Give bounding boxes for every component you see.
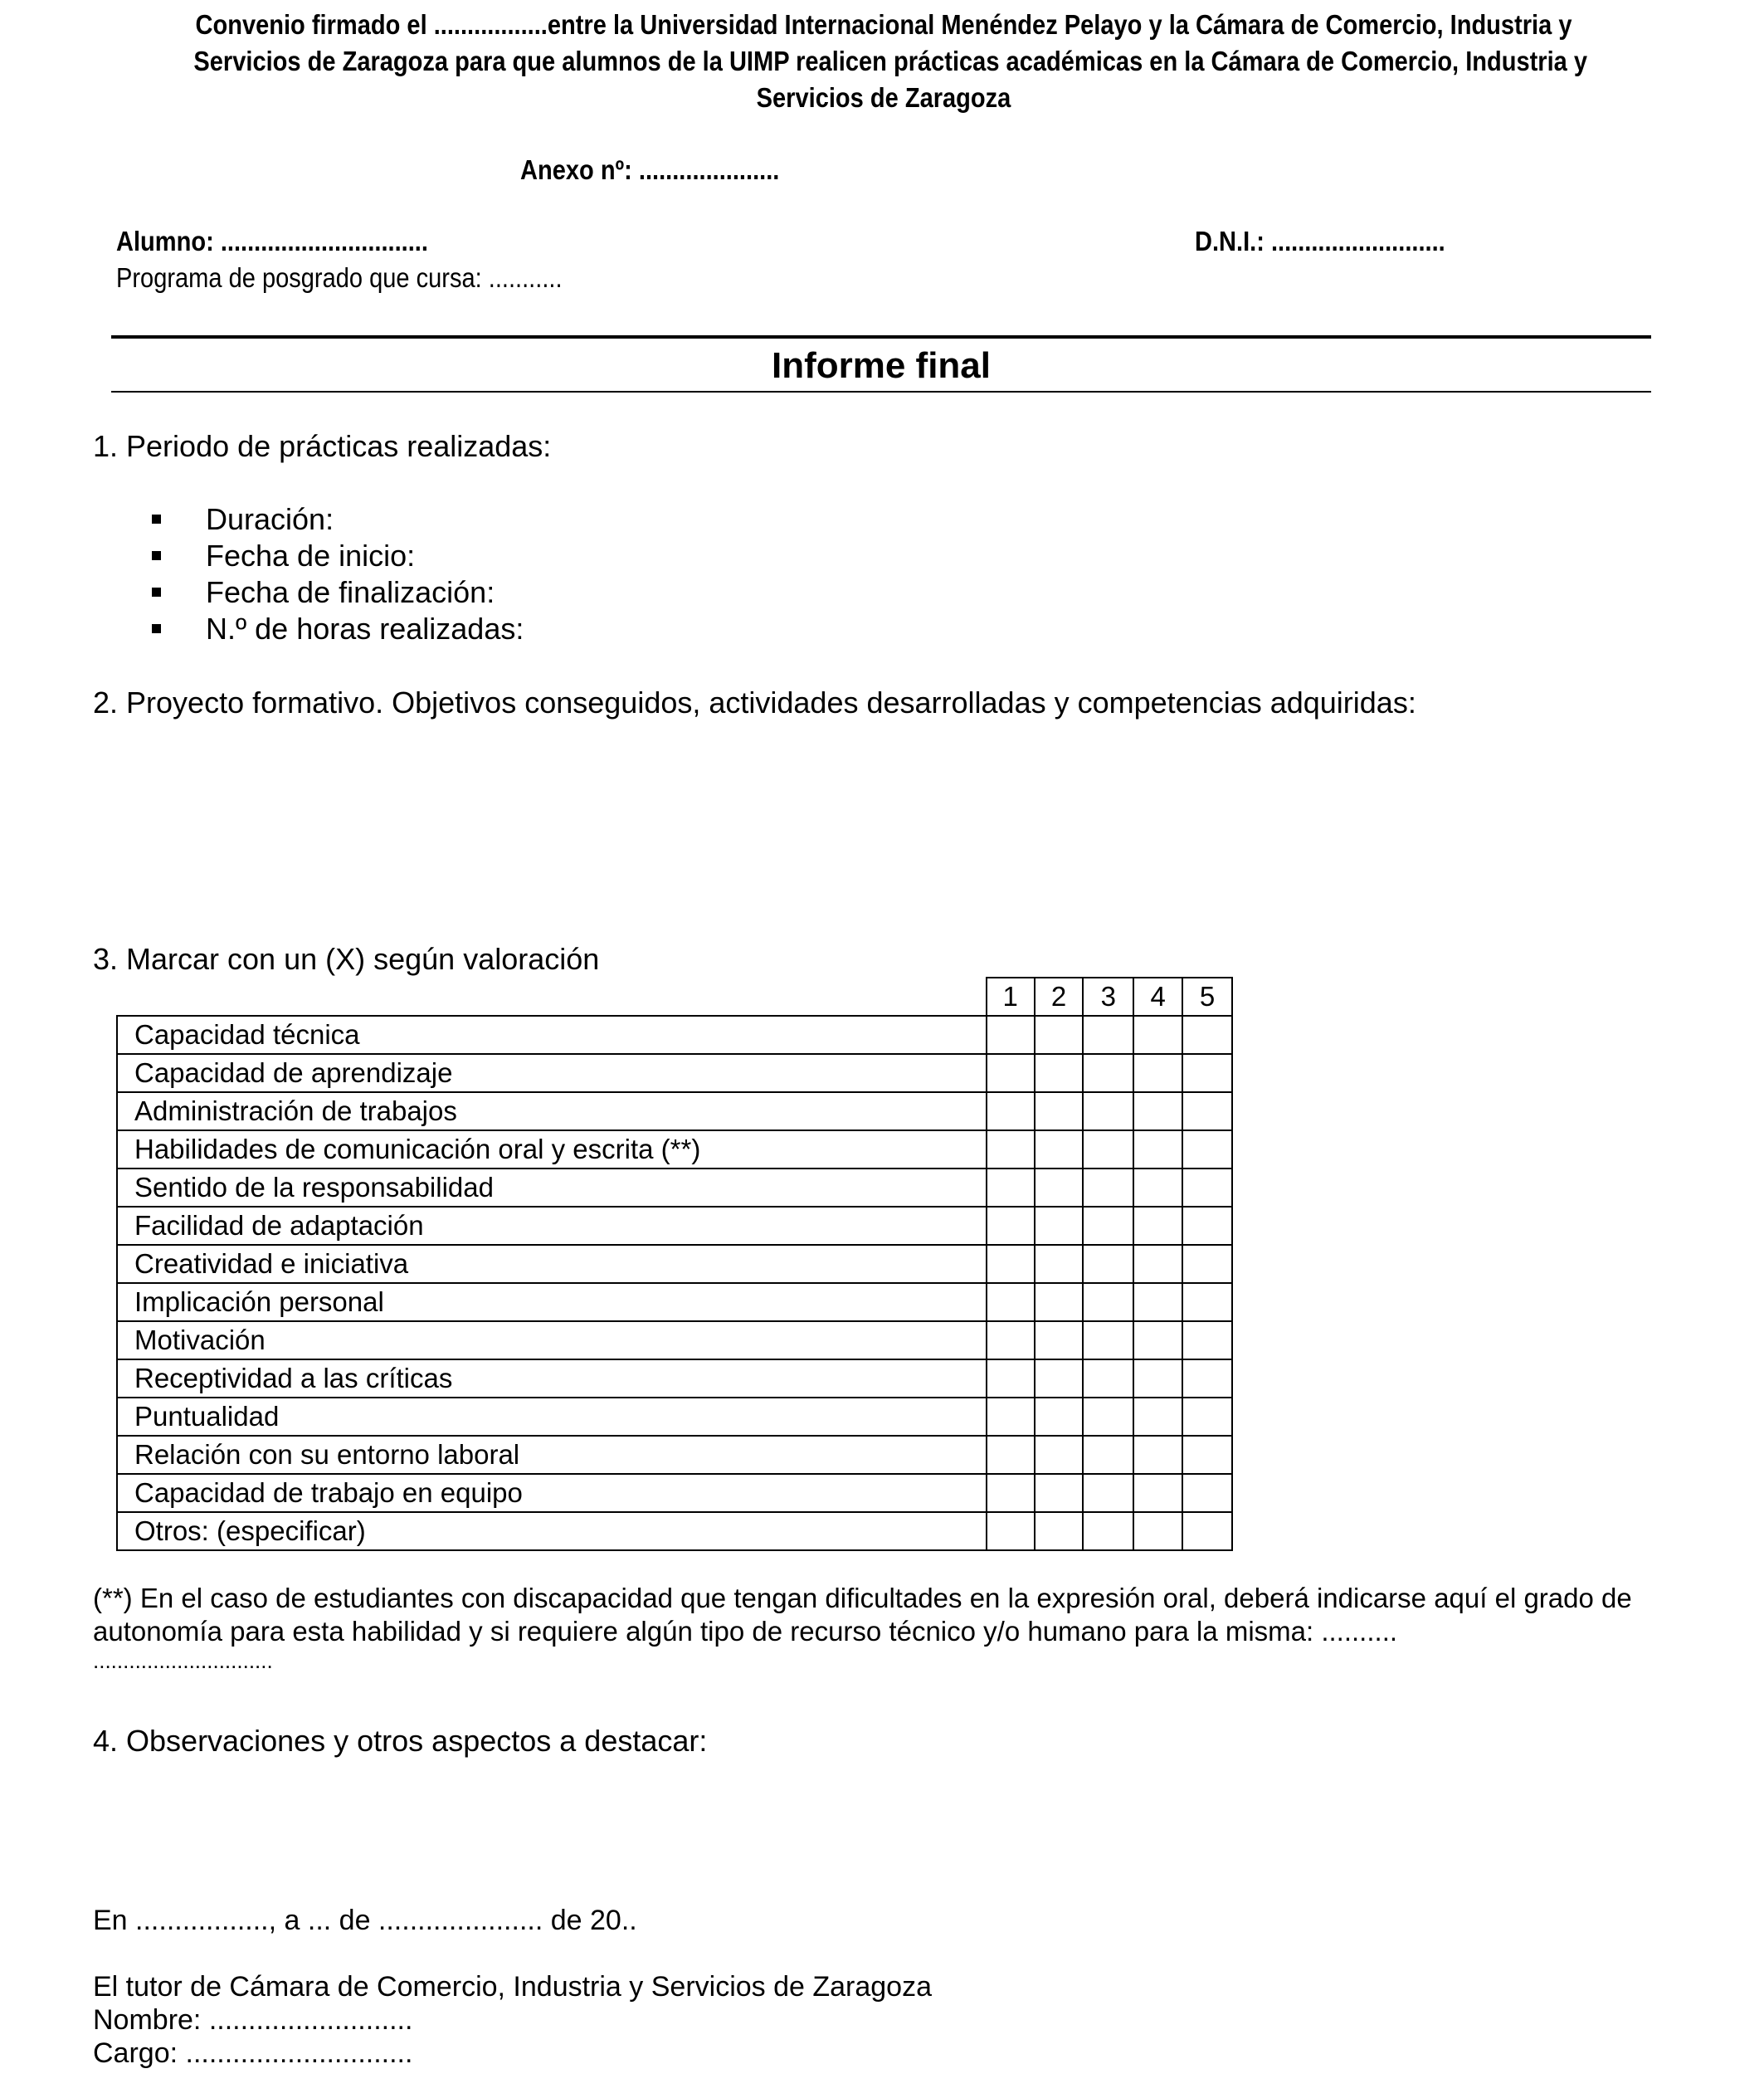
criterion-label: Creatividad e iniciativa (117, 1245, 987, 1283)
rating-checkbox[interactable] (1182, 1359, 1232, 1398)
rating-checkbox[interactable] (1182, 1207, 1232, 1245)
criterion-label: Sentido de la responsabilidad (117, 1169, 987, 1207)
footnote-line: autonomía para esta habilidad y si requiere algún tipo de recurso técnico y/o humano para la misma: .......... (93, 1616, 1398, 1647)
rating-checkbox[interactable] (1182, 1512, 1232, 1550)
rating-checkbox[interactable] (1182, 1398, 1232, 1436)
dni-field: D.N.I.: .......................... (1195, 226, 1445, 256)
rating-table (116, 977, 1233, 1551)
bullet-icon (152, 551, 161, 560)
rating-checkbox[interactable] (1035, 1245, 1084, 1283)
rating-checkbox[interactable] (987, 1283, 1035, 1321)
rating-checkbox[interactable] (1083, 1016, 1133, 1054)
rating-checkbox[interactable] (1083, 1359, 1133, 1398)
rating-checkbox[interactable] (1083, 1321, 1133, 1359)
footnote-line: (**) En el caso de estudiantes con discapacidad que tengan dificultades en la expresión oral, deberá indicarse aquí el grado de (93, 1583, 1632, 1613)
rating-checkbox[interactable] (1182, 1321, 1232, 1359)
rating-checkbox[interactable] (1035, 1283, 1084, 1321)
rating-checkbox[interactable] (1182, 1092, 1232, 1130)
table-row (117, 1359, 1232, 1398)
criterion-label: Relación con su entorno laboral (117, 1436, 987, 1474)
rating-checkbox[interactable] (1083, 1245, 1133, 1283)
table-row (117, 1398, 1232, 1436)
rating-checkbox[interactable] (1133, 1130, 1182, 1169)
rating-checkbox[interactable] (1182, 1474, 1232, 1512)
annex-number: Anexo nº: ..................... (520, 154, 780, 185)
table-row (117, 1016, 1232, 1054)
scale-header: 5 (1182, 978, 1232, 1016)
table-row (117, 1474, 1232, 1512)
rating-checkbox[interactable] (987, 1359, 1035, 1398)
rating-checkbox[interactable] (1182, 1054, 1232, 1092)
criterion-label: Administración de trabajos (117, 1092, 987, 1130)
table-row (117, 1130, 1232, 1169)
section3-heading: 3. Marcar con un (X) según valoración (93, 942, 600, 976)
section4-heading: 4. Observaciones y otros aspectos a destacar: (93, 1724, 708, 1758)
title-bottom-rule (111, 391, 1651, 393)
rating-checkbox[interactable] (1133, 1512, 1182, 1550)
rating-checkbox[interactable] (1133, 1398, 1182, 1436)
bullet-icon (152, 624, 161, 633)
rating-checkbox[interactable] (987, 1016, 1035, 1054)
header-line: Convenio firmado el .................entre la Universidad Internacional Menéndez Pelayo y la Cámara de Comercio, Industria y (195, 9, 1572, 40)
rating-checkbox[interactable] (987, 1512, 1035, 1550)
rating-checkbox[interactable] (1035, 1474, 1084, 1512)
table-header-row (117, 978, 1232, 1016)
rating-checkbox[interactable] (1133, 1359, 1182, 1398)
rating-checkbox[interactable] (987, 1169, 1035, 1207)
page-title: Informe final (771, 345, 992, 386)
rating-checkbox[interactable] (1035, 1359, 1084, 1398)
bullet-icon (152, 588, 161, 597)
rating-checkbox[interactable] (987, 1474, 1035, 1512)
rating-checkbox[interactable] (1133, 1054, 1182, 1092)
table-row (117, 1245, 1232, 1283)
header-line: Servicios de Zaragoza (756, 82, 1011, 113)
rating-checkbox[interactable] (1035, 1054, 1084, 1092)
agreement-header (193, 7, 1588, 116)
rating-checkbox[interactable] (987, 1092, 1035, 1130)
section2-heading: 2. Proyecto formativo. Objetivos conseguidos, actividades desarrolladas y competencias adquiridas: (93, 686, 1416, 720)
tutor-role-field: Cargo: ............................. (93, 2037, 413, 2069)
rating-checkbox[interactable] (1083, 1474, 1133, 1512)
criterion-label: Otros: (especificar) (117, 1512, 987, 1550)
criterion-label: Capacidad de aprendizaje (117, 1054, 987, 1092)
criterion-label: Habilidades de comunicación oral y escrita (**) (117, 1130, 987, 1169)
rating-checkbox[interactable] (1035, 1169, 1084, 1207)
rating-checkbox[interactable] (1182, 1283, 1232, 1321)
table-row (117, 1169, 1232, 1207)
footnote (93, 1582, 1653, 1673)
rating-checkbox[interactable] (1133, 1474, 1182, 1512)
rating-checkbox[interactable] (1083, 1283, 1133, 1321)
title-top-rule (111, 335, 1651, 339)
tutor-name-field: Nombre: .......................... (93, 2004, 413, 2036)
rating-checkbox[interactable] (1182, 1245, 1232, 1283)
rating-checkbox[interactable] (987, 1398, 1035, 1436)
rating-checkbox[interactable] (987, 1245, 1035, 1283)
criterion-label: Implicación personal (117, 1283, 987, 1321)
rating-checkbox[interactable] (1133, 1321, 1182, 1359)
rating-checkbox[interactable] (1133, 1092, 1182, 1130)
rating-checkbox[interactable] (1035, 1092, 1084, 1130)
rating-checkbox[interactable] (987, 1054, 1035, 1092)
table-row (117, 1207, 1232, 1245)
tutor-label: El tutor de Cámara de Comercio, Industria y Servicios de Zaragoza (93, 1971, 933, 2003)
table-row (117, 1512, 1232, 1550)
rating-checkbox[interactable] (1083, 1398, 1133, 1436)
student-name-field: Alumno: ............................... (116, 226, 428, 256)
rating-checkbox[interactable] (1133, 1169, 1182, 1207)
criterion-label: Puntualidad (117, 1398, 987, 1436)
header-line: Servicios de Zaragoza para que alumnos de la UIMP realicen prácticas académicas en la Cámara de Comercio, Industria y (193, 46, 1588, 76)
table-row (117, 1283, 1232, 1321)
rating-checkbox[interactable] (1035, 1207, 1084, 1245)
table-row (117, 1054, 1232, 1092)
rating-checkbox[interactable] (1083, 1436, 1133, 1474)
rating-checkbox[interactable] (1035, 1512, 1084, 1550)
rating-checkbox[interactable] (1182, 1436, 1232, 1474)
rating-checkbox[interactable] (1182, 1130, 1232, 1169)
rating-checkbox[interactable] (1035, 1130, 1084, 1169)
rating-checkbox[interactable] (1083, 1207, 1133, 1245)
place-date-line: En ................., a ... de ..................... de 20.. (93, 1905, 637, 1936)
rating-checkbox[interactable] (1133, 1207, 1182, 1245)
table-row (117, 1321, 1232, 1359)
rating-checkbox[interactable] (987, 1207, 1035, 1245)
scale-header: 1 (987, 978, 1035, 1016)
criterion-label: Facilidad de adaptación (117, 1207, 987, 1245)
scale-header: 2 (1035, 978, 1084, 1016)
footnote-dots: .............................. (93, 1648, 273, 1673)
criterion-label: Capacidad de trabajo en equipo (117, 1474, 987, 1512)
scale-header: 4 (1133, 978, 1182, 1016)
rating-checkbox[interactable] (1182, 1016, 1232, 1054)
table-row (117, 1436, 1232, 1474)
rating-checkbox[interactable] (1133, 1245, 1182, 1283)
rating-checkbox[interactable] (1035, 1016, 1084, 1054)
rating-checkbox[interactable] (1182, 1169, 1232, 1207)
rating-checkbox[interactable] (1035, 1321, 1084, 1359)
rating-checkbox[interactable] (1133, 1283, 1182, 1321)
rating-checkbox[interactable] (1083, 1169, 1133, 1207)
rating-checkbox[interactable] (987, 1436, 1035, 1474)
rating-checkbox[interactable] (1083, 1512, 1133, 1550)
rating-checkbox[interactable] (1035, 1398, 1084, 1436)
rating-checkbox[interactable] (1035, 1436, 1084, 1474)
criterion-label: Receptividad a las críticas (117, 1359, 987, 1398)
rating-checkbox[interactable] (1083, 1054, 1133, 1092)
rating-checkbox[interactable] (1133, 1436, 1182, 1474)
table-row (117, 1092, 1232, 1130)
rating-checkbox[interactable] (1083, 1130, 1133, 1169)
rating-checkbox[interactable] (1083, 1092, 1133, 1130)
section1-heading: 1. Periodo de prácticas realizadas: (93, 429, 552, 463)
criterion-label: Motivación (117, 1321, 987, 1359)
scale-header: 3 (1083, 978, 1133, 1016)
program-field: Programa de posgrado que cursa: ........... (116, 262, 563, 293)
rating-checkbox[interactable] (987, 1130, 1035, 1169)
bullet-icon (152, 515, 161, 524)
criterion-label: Capacidad técnica (117, 1016, 987, 1054)
rating-checkbox[interactable] (1133, 1016, 1182, 1054)
rating-checkbox[interactable] (987, 1321, 1035, 1359)
